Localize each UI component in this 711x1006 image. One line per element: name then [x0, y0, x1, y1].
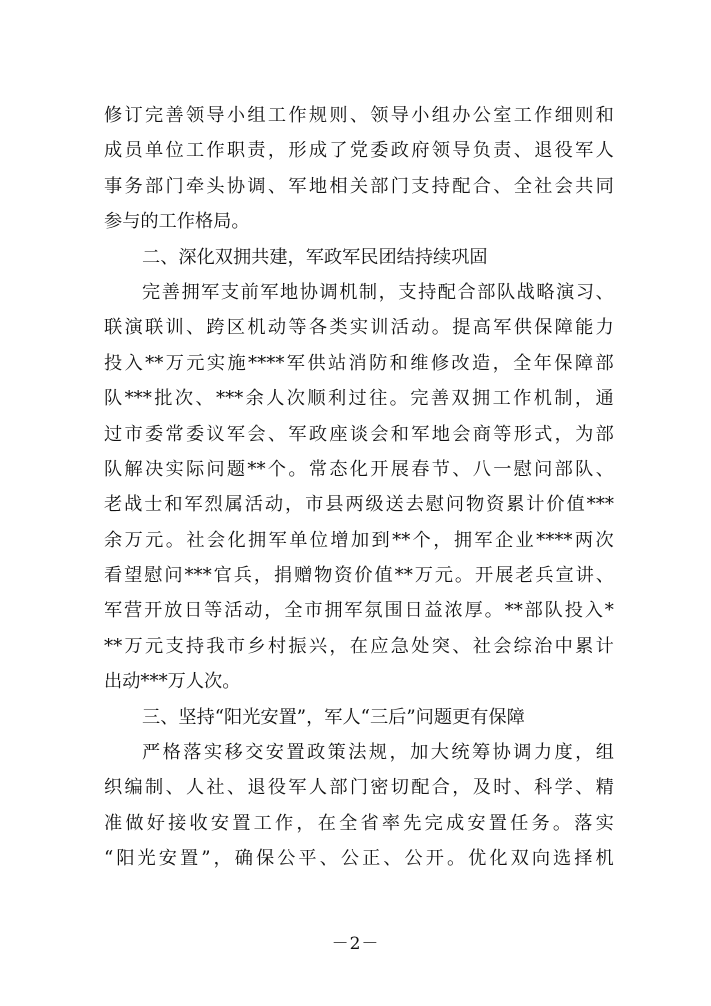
text-line: 准 做 好 接 收 安 置 工 作 ， 在 全 省 率 先 完 成 安 置 任 务 。 落 实	[104, 812, 614, 834]
text-line: 严 格 落 实 移 交 安 置 政 策 法 规 ， 加 大 统 筹 协 调 力 度 ， 组	[142, 742, 614, 764]
text-line: 投 入 ** 万 元 实 施 **** 军 供 站 消 防 和 维 修 改 造 ， 全 年 保 障 部	[104, 352, 614, 374]
text-line: 完 善 拥 军 支 前 军 地 协 调 机 制 ， 支 持 配 合 部 队 战 略 演 习 、	[142, 281, 614, 303]
page-number: －2－	[331, 934, 380, 954]
text-line: 队 *** 批 次 、 *** 余 人 次 顺 利 过 往 。 完 善 双 拥 工 作 机 制 ， 通	[104, 388, 614, 410]
text-line: 队 解 决 实 际 问 题 ** 个 。 常 态 化 开 展 春 节 、 八 一 慰 问 部 队 、	[104, 458, 614, 480]
text-line: 过 市 委 常 委 议 军 会 、 军 政 座 谈 会 和 军 地 会 商 等 形 式 ， 为 部	[104, 423, 614, 445]
text-line: 出动***万人次。	[104, 671, 241, 693]
text-line: ** 万 元 支 持 我 市 乡 村 振 兴 ， 在 应 急 处 突 、 社 会 综 治 中 累 计	[104, 635, 614, 657]
text-line: 事 务 部 门 牵 头 协 调 、 军 地 相 关 部 门 支 持 配 合 、 全 社 会 共 同	[104, 175, 614, 197]
text-line: 余 万 元 。 社 会 化 拥 军 单 位 增 加 到 ** 个 ， 拥 军 企 业 **** 两 次	[104, 529, 614, 551]
text-line: 织 编 制 、 人 社 、 退 役 军 人 部 门 密 切 配 合 ， 及 时 、 科 学 、 精	[104, 777, 614, 799]
text-line: 老 战 士 和 军 烈 属 活 动 ， 市 县 两 级 送 去 慰 问 物 资 累 计 价 值 ***	[104, 494, 614, 516]
text-line: 修 订 完 善 领 导 小 组 工 作 规 则 、 领 导 小 组 办 公 室 工 作 细 则 和	[104, 105, 614, 126]
text-line: 联 演 联 训 、 跨 区 机 动 等 各 类 实 训 活 动 。 提 高 军 供 保 障 能 力	[104, 317, 614, 339]
text-line: 参与的工作格局。	[104, 211, 250, 233]
body-text	[104, 98, 614, 877]
text-line: 军 营 开 放 日 等 活 动 ， 全 市 拥 军 氛 围 日 益 浓 厚 。 ** 部 队 投 入 *	[104, 600, 614, 622]
text-line: “ 阳 光 安 置 ” ， 确 保 公 平 、 公 正 、 公 开 。 优 化 双 向 选 择 机	[104, 848, 614, 870]
text-line: 看 望 慰 问 *** 官 兵 ， 捐 赠 物 资 价 值 ** 万 元 。 开 展 老 兵 宣 讲 、	[104, 565, 614, 587]
section-heading: 三、坚持“阳光安置”，军人“三后”问题更有保障	[142, 706, 525, 728]
section-heading: 二、深化双拥共建，军政军民团结持续巩固	[142, 246, 488, 268]
text-line: 成 员 单 位 工 作 职 责 ， 形 成 了 党 委 政 府 领 导 负 责 、 退 役 军 人	[104, 140, 614, 162]
